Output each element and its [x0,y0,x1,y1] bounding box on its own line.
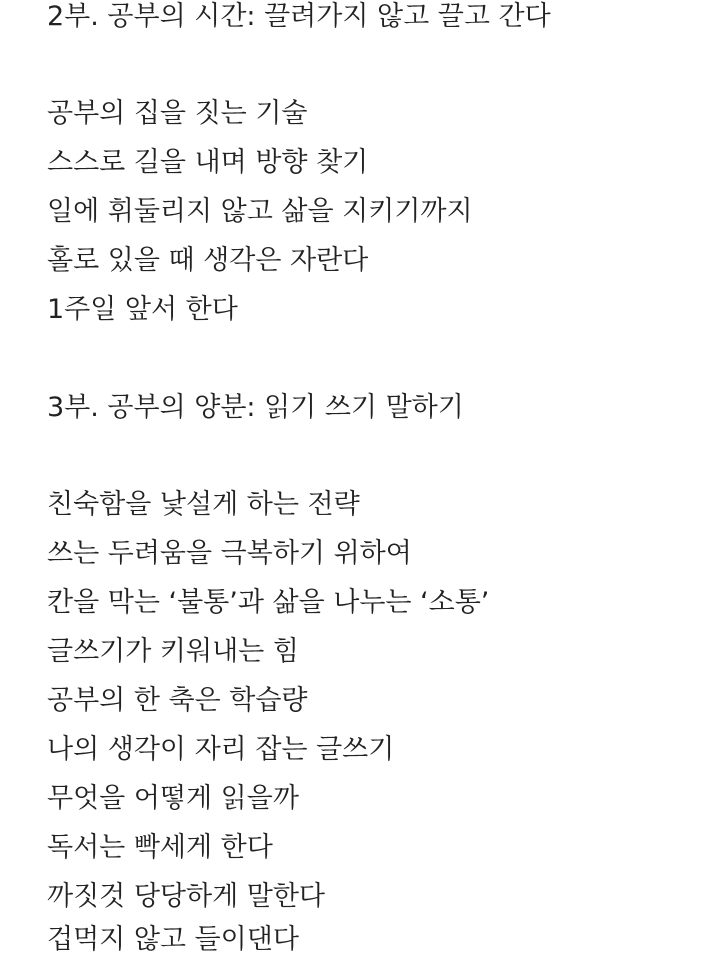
toc-item: 쓰는 두려움을 극복하기 위하여 [47,538,412,569]
toc-item: 까짓것 당당하게 말한다 [47,881,325,912]
toc-item: 칸을 막는 ‘불통’과 삶을 나누는 ‘소통’ [47,587,490,618]
toc-item: 1주일 앞서 한다 [47,294,238,325]
toc-item: 나의 생각이 자리 잡는 글쓰기 [47,734,395,765]
toc-item: 겁먹지 않고 들이댄다 [47,924,299,955]
toc-item: 일에 휘둘리지 않고 삶을 지키기까지 [47,196,473,227]
toc-item: 공부의 한 축은 학습량 [47,685,308,716]
toc-item: 홀로 있을 때 생각은 자란다 [47,245,369,276]
toc-item: 독서는 빡세게 한다 [47,832,273,863]
toc-item: 무엇을 어떻게 읽을까 [47,783,299,814]
toc-item: 글쓰기가 키워내는 힘 [47,636,299,667]
part3-heading: 3부. 공부의 양분: 읽기 쓰기 말하기 [47,392,464,423]
part2-heading: 2부. 공부의 시간: 끌려가지 않고 끌고 간다 [47,1,551,32]
toc-item: 친숙함을 낯설게 하는 전략 [47,489,360,520]
toc-item: 스스로 길을 내며 방향 찾기 [47,147,369,178]
toc-item: 공부의 집을 짓는 기술 [47,98,308,129]
